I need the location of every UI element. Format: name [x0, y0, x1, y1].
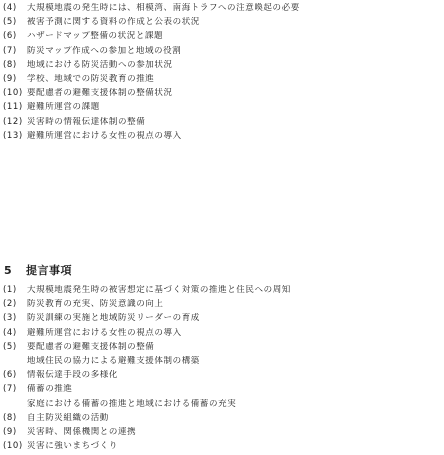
list-item	[0, 441, 444, 455]
item-text: 地域における防災活動への参加状況	[27, 59, 173, 70]
item-number: (4)	[3, 3, 17, 13]
list-item	[0, 117, 444, 131]
item-number: (9)	[3, 73, 17, 84]
item-text: 要配慮者の避難支援体制の整備	[27, 341, 155, 352]
list-item	[0, 313, 444, 327]
list-item	[0, 131, 444, 145]
list-item	[0, 285, 444, 299]
list-item	[0, 31, 444, 45]
item-text: 避難所運営の課題	[27, 102, 100, 113]
list-item	[0, 299, 444, 313]
item-text: 大規模地震発生時の被害想定に基づく対策の推進と住民への周知	[27, 285, 291, 295]
section-heading	[0, 262, 72, 278]
list-item	[0, 342, 444, 356]
item-number: (13)	[3, 130, 23, 141]
list-item	[0, 74, 444, 88]
item-text: 学校、地域での防災教育の推進	[27, 73, 155, 84]
section-5-list	[0, 285, 444, 455]
section-1-list	[0, 3, 444, 145]
list-item	[0, 46, 444, 60]
item-text: 家庭における備蓄の推進と地域における備蓄の充実	[27, 398, 237, 409]
item-text: 情報伝達手段の多様化	[27, 370, 119, 381]
item-number: (7)	[3, 384, 17, 395]
section-title: 提言事項	[26, 264, 72, 277]
list-item	[0, 384, 444, 398]
list-item	[0, 370, 444, 384]
list-item	[0, 60, 444, 74]
list-item	[0, 413, 444, 427]
item-number: (6)	[3, 31, 17, 42]
item-number: (10)	[3, 88, 23, 99]
item-text: 備蓄の推進	[27, 384, 73, 395]
item-text: 災害に強いまちづくり	[27, 441, 118, 452]
list-item	[0, 102, 444, 116]
item-text: 防災教育の充実、防災意識の向上	[27, 299, 164, 310]
item-text: 災害時、関係機関との連携	[27, 426, 137, 437]
item-number: (4)	[3, 327, 17, 338]
item-text: 地域住民の協力による避難支援体制の構築	[27, 355, 200, 366]
list-item	[0, 17, 444, 31]
item-text: 被害予測に関する資料の作成と公表の状況	[27, 17, 200, 28]
item-number: (9)	[3, 426, 17, 437]
list-item	[0, 88, 444, 102]
item-number: (5)	[3, 17, 17, 28]
item-number: (10)	[3, 441, 23, 452]
item-number: (8)	[3, 59, 17, 70]
item-number: (1)	[3, 285, 17, 295]
item-text: 要配慮者の避難支援体制の整備状況	[27, 88, 173, 99]
item-number: (8)	[3, 412, 17, 423]
item-text: 大規模地震の発生時には、相模湾、南海トラフへの注意喚起の必要	[27, 3, 300, 13]
list-item	[0, 328, 444, 342]
section-number: 5	[4, 263, 13, 277]
item-number: (3)	[3, 313, 17, 324]
item-number: (12)	[3, 116, 23, 127]
item-text: 防災マップ作成への参加と地域の役割	[27, 45, 182, 56]
item-number: (7)	[3, 45, 17, 56]
item-number: (6)	[3, 370, 17, 381]
item-text: 避難所運営における女性の視点の導入	[27, 130, 182, 141]
item-text: 避難所運営における女性の視点の導入	[27, 327, 182, 338]
list-item-continuation	[0, 399, 444, 413]
item-text: 自主防災組織の活動	[27, 412, 109, 423]
list-item	[0, 3, 444, 17]
list-item-continuation	[0, 356, 444, 370]
item-number: (5)	[3, 341, 17, 352]
item-text: 災害時の情報伝達体制の整備	[27, 116, 146, 127]
item-number: (11)	[3, 102, 23, 113]
item-text: ハザードマップ整備の状況と課題	[27, 31, 164, 42]
item-text: 防災訓練の実施と地域防災リーダーの育成	[27, 313, 200, 324]
item-number: (2)	[3, 299, 17, 310]
